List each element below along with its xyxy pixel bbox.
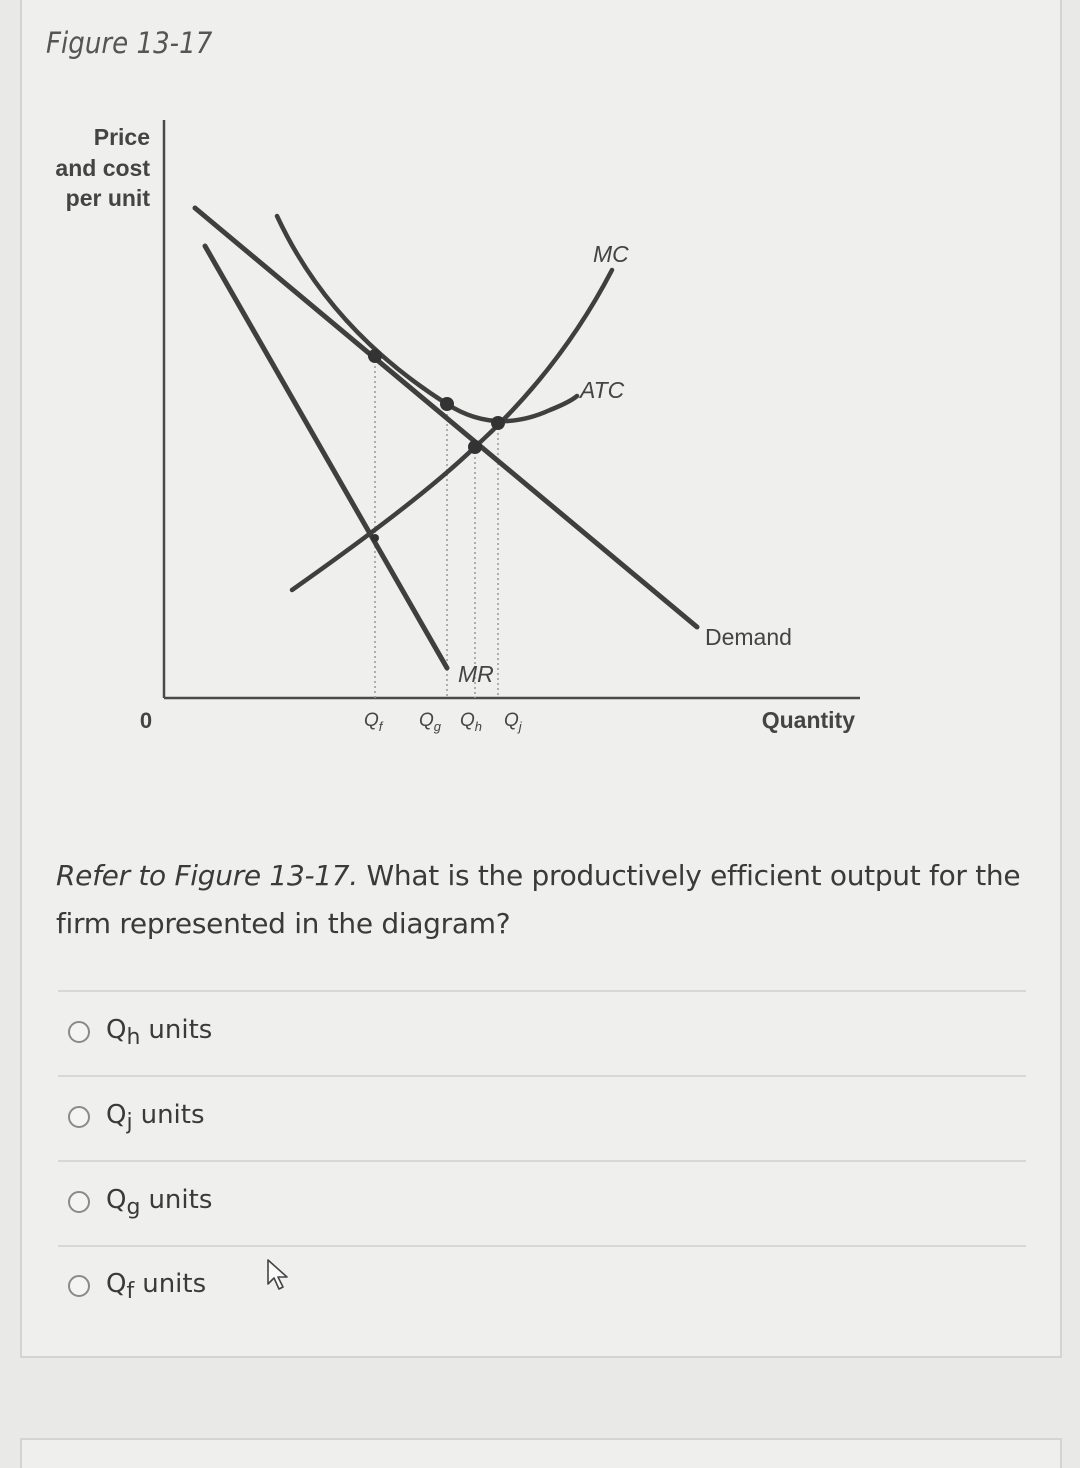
divider bbox=[58, 1160, 1026, 1162]
mr-label: MR bbox=[458, 661, 494, 687]
mouse-pointer-icon bbox=[265, 1258, 293, 1292]
point-demand-atc bbox=[368, 349, 382, 363]
tick-label-qg bbox=[419, 710, 442, 734]
option-qh-label: $Q_h$ units bbox=[106, 1014, 213, 1050]
origin-label: 0 bbox=[139, 708, 153, 733]
radio-button-icon[interactable] bbox=[68, 1106, 90, 1128]
option-qg[interactable] bbox=[68, 1182, 212, 1222]
svg-text:Qf: $Q_f$ bbox=[364, 710, 383, 734]
question-reference: Refer to Figure 13-17. bbox=[56, 859, 358, 892]
demand-curve bbox=[195, 208, 697, 627]
point-atc-tangent bbox=[440, 397, 454, 411]
svg-text:Qg: $Q_g$ bbox=[419, 710, 442, 734]
point-mc-demand bbox=[468, 440, 482, 454]
radio-button-icon[interactable] bbox=[68, 1275, 90, 1297]
option-qf-label: $Q_f$ units bbox=[106, 1268, 207, 1304]
divider bbox=[58, 990, 1026, 992]
option-qh[interactable] bbox=[68, 1012, 212, 1052]
y-axis-label-line-3: per unit bbox=[65, 185, 150, 211]
figure-title: Figure 13-17 bbox=[46, 26, 213, 60]
mc-curve bbox=[292, 270, 612, 590]
option-qg-label: $Q_g$ units bbox=[106, 1184, 213, 1220]
svg-text:Qh: $Q_h$ bbox=[460, 710, 483, 734]
mr-curve bbox=[205, 246, 447, 668]
point-mr-mc bbox=[371, 534, 379, 542]
next-card-edge bbox=[20, 1438, 1062, 1468]
option-qj-label: $Q_j$ units bbox=[106, 1099, 205, 1135]
option-qj[interactable] bbox=[68, 1097, 205, 1137]
point-atc-min bbox=[491, 416, 505, 430]
option-qf[interactable] bbox=[68, 1266, 206, 1306]
y-axis-label-line-2: and cost bbox=[55, 155, 150, 181]
mc-label: MC bbox=[593, 241, 629, 267]
tick-label-qf bbox=[364, 710, 384, 734]
radio-button-icon[interactable] bbox=[68, 1021, 90, 1043]
tick-label-qh bbox=[460, 710, 482, 734]
demand-label: Demand bbox=[705, 624, 792, 650]
y-axis-label-line-1: Price bbox=[93, 124, 150, 150]
tick-label-qj bbox=[504, 710, 523, 734]
x-axis-label: Quantity bbox=[761, 707, 855, 733]
question-body: What is the productively efficient output for the firm represented in the diagram? bbox=[56, 859, 1021, 940]
divider bbox=[58, 1075, 1026, 1077]
radio-button-icon[interactable] bbox=[68, 1191, 90, 1213]
svg-text:Qj: $Q_j$ bbox=[504, 710, 522, 734]
question-text bbox=[56, 852, 1036, 948]
atc-label: ATC bbox=[580, 377, 625, 403]
divider bbox=[58, 1245, 1026, 1247]
